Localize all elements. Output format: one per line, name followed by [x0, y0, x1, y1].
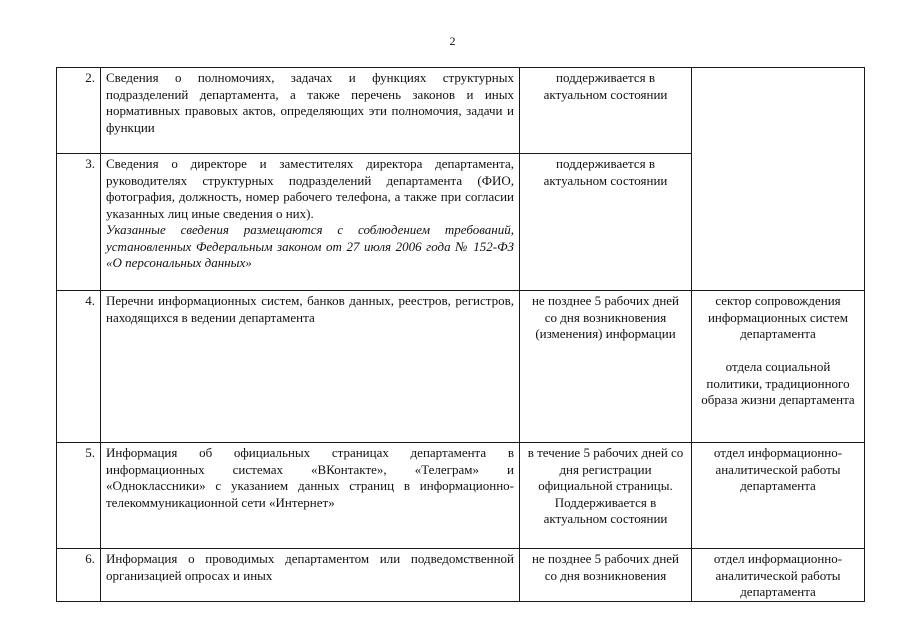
row-description: Информация о проводимых департаментом или подведомственной организацией опросах и иных [101, 549, 520, 602]
spacer [697, 343, 859, 360]
row-deadline: поддерживается в актуальном состоянии [520, 68, 692, 154]
row-description: Перечни информационных систем, банков данных, реестров, регистров, находящихся в ведении департамента [101, 291, 520, 443]
info-table [56, 67, 865, 602]
row-number: 2. [57, 68, 101, 154]
row-responsible: сектор сопровождения информационных систем департамента [707, 293, 849, 341]
row-responsible-continued: отдела социальной политики, традиционного образа жизни департамента [701, 359, 855, 407]
row-description: Сведения о директоре и заместителях директора департамента, руководителях структурных подразделений департамента (ФИО, фотография, должность, номер рабочего телефона, а также при согласии указанных лиц иные сведения о них). [106, 156, 514, 221]
row-description: Информация об официальных страницах департамента в информационных системах «ВКонтакте», «Телеграм» и «Одноклассники» с указанием данных страниц в информационно-телекоммуникационной сети «Интернет» [101, 443, 520, 549]
row-deadline: не позднее 5 рабочих дней со дня возникновения [520, 549, 692, 602]
row-deadline: поддерживается в актуальном состоянии [520, 154, 692, 291]
page-number: 2 [449, 34, 456, 48]
row-number: 6. [57, 549, 101, 602]
row-deadline: не позднее 5 рабочих дней со дня возникновения (изменения) информации [520, 291, 692, 443]
row-responsible: отдел информационно-аналитической работы департамента [692, 549, 865, 602]
row-responsible-empty [692, 68, 865, 291]
row-responsible-cell [692, 291, 865, 443]
table-row [57, 549, 865, 602]
row-number: 3. [57, 154, 101, 291]
row-note: Указанные сведения размещаются с соблюдением требований, установленных Федеральным законом от 27 июля 2006 года № 152-ФЗ «О персональных данных» [106, 222, 514, 270]
table-row [57, 443, 865, 549]
row-description: Сведения о полномочиях, задачах и функциях структурных подразделений департамента, а также перечень законов и иных нормативных правовых актов, определяющих эти полномочия, задачи и функции [101, 68, 520, 154]
row-deadline-cell [520, 443, 692, 549]
row-responsible: отдел информационно-аналитической работы департамента [692, 443, 865, 549]
row-deadline-continued: Поддерживается в актуальном состоянии [543, 494, 668, 526]
row-number: 4. [57, 291, 101, 443]
row-description-cell [101, 154, 520, 291]
table-row [57, 291, 865, 443]
row-number: 5. [57, 443, 101, 549]
row-deadline: в течение 5 рабочих дней со дня регистрации официальной страницы. [527, 445, 684, 493]
table-row [57, 68, 865, 154]
